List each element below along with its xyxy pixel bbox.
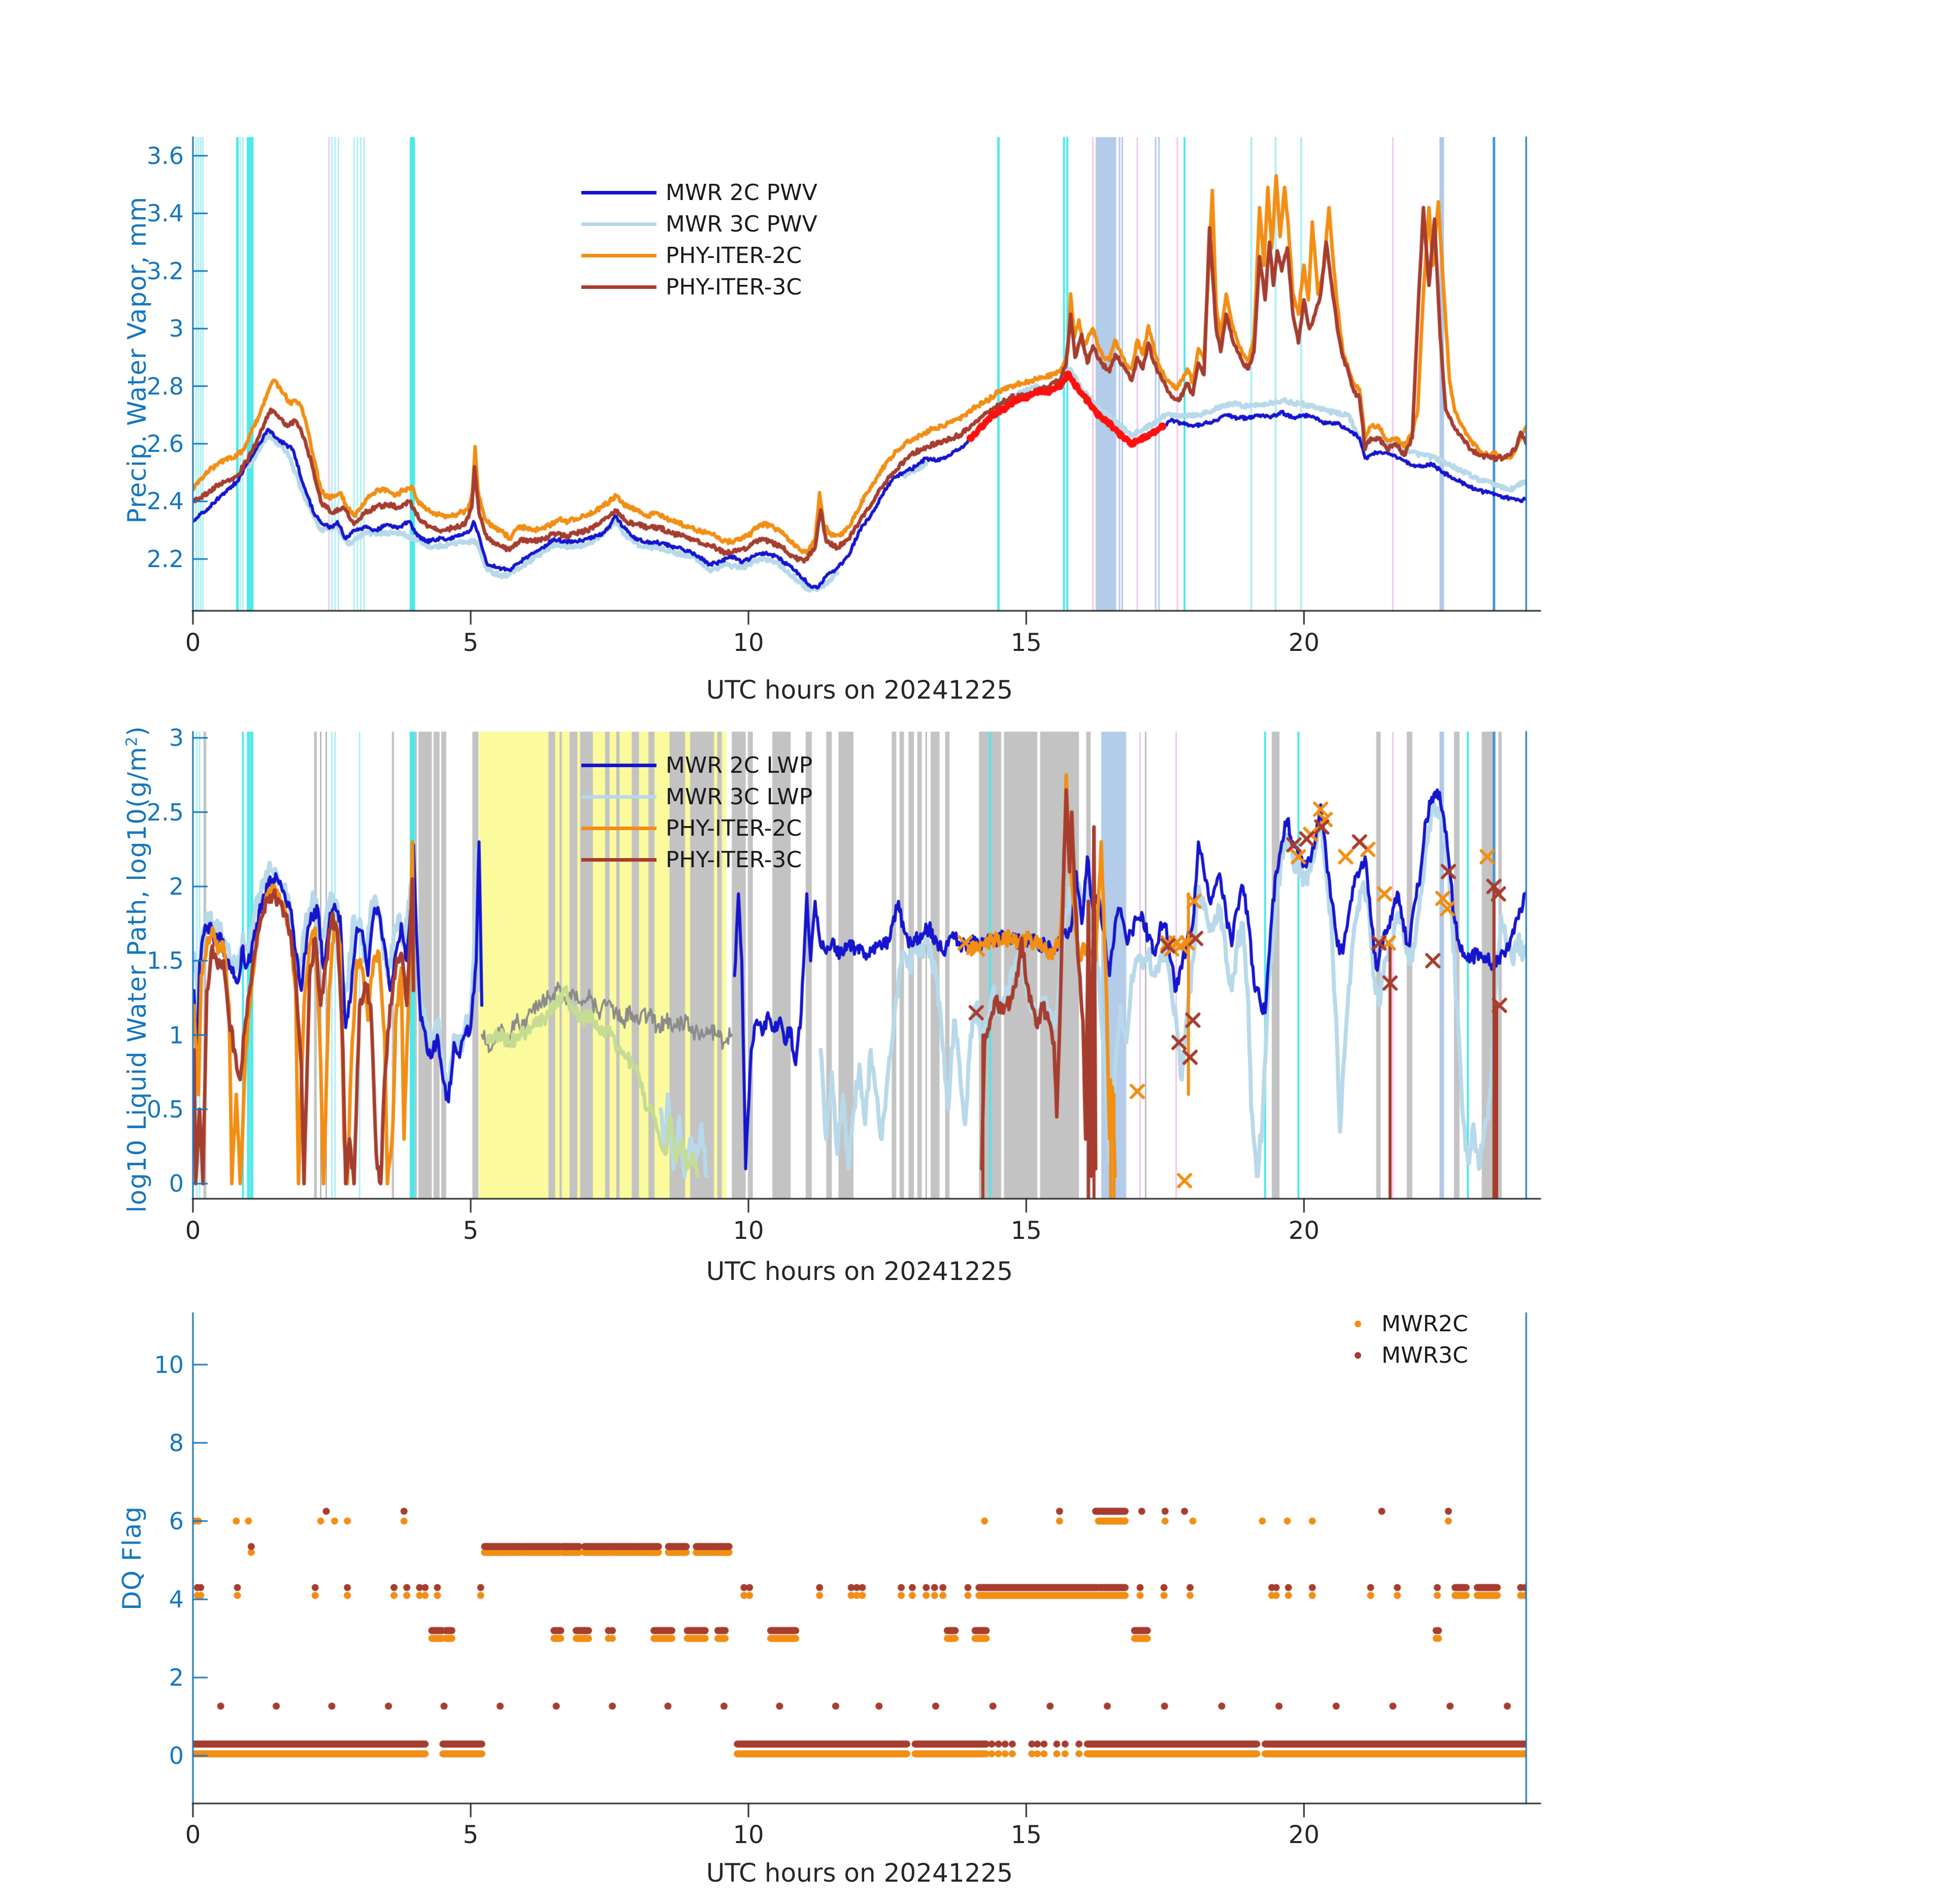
lwp-x-axis-label: UTC hours on 20241225 [706, 1257, 1013, 1286]
pwv-y-tick-label: 2.6 [146, 430, 184, 458]
dq-y-tick-label: 2 [169, 1663, 184, 1691]
lwp-legend-entry [581, 844, 812, 875]
pwv-y-tick-label: 3.2 [146, 257, 184, 285]
lwp-legend-label: PHY-ITER-3C [666, 846, 802, 873]
pwv-y-axis-label: Precip. Water Vapor, mm [122, 196, 152, 524]
phy-iter-2c-lwp-line-swatch [581, 827, 656, 830]
pwv-legend-entry [581, 177, 817, 208]
pwv-y-tick-label: 2.4 [146, 487, 184, 515]
pwv-y-tick-label: 3.6 [146, 142, 184, 170]
dq-legend-entry [1351, 1308, 1468, 1339]
pwv-y-tick-label: 3.4 [146, 200, 184, 227]
lwp-y-tick-label: 3 [169, 724, 184, 752]
lwp-legend-entry [581, 749, 812, 781]
pwv-legend [581, 177, 817, 303]
dq-y-tick-label: 6 [169, 1507, 184, 1535]
dq-x-tick-label: 15 [1010, 1821, 1042, 1849]
pwv-x-tick-label: 5 [463, 629, 479, 657]
pwv-x-tick-label: 0 [185, 629, 201, 657]
pwv-legend-label: MWR 2C PWV [666, 179, 817, 206]
lwp-y-axis-label-pre: log10 Liquid Water Path, log10(g/m [122, 746, 152, 1213]
dq-x-axis-label: UTC hours on 20241225 [706, 1858, 1013, 1888]
pwv-legend-entry [581, 208, 817, 240]
mwr-2c-pwv-line-swatch [581, 191, 656, 194]
dq-legend [1351, 1308, 1468, 1371]
lwp-y-tick-label: 1 [169, 1021, 184, 1049]
mwr3c-dot-swatch [1355, 1352, 1361, 1359]
lwp-x-tick-label: 20 [1288, 1217, 1320, 1245]
lwp-x-tick-label: 5 [463, 1217, 479, 1245]
pwv-x-tick-label: 15 [1010, 629, 1042, 657]
dq-legend-label: MWR3C [1381, 1342, 1468, 1368]
dq-x-tick-label: 5 [463, 1821, 479, 1849]
phy-iter-3c-line-swatch [581, 285, 656, 289]
lwp-y-axis-label-post: ) [122, 726, 152, 737]
dq-y-tick-label: 8 [169, 1429, 184, 1457]
dq-x-tick-label: 0 [185, 1821, 201, 1849]
lwp-y-tick-label: 2.5 [146, 798, 184, 826]
dq-y-tick-label: 4 [169, 1585, 184, 1613]
dq-y-tick-label: 0 [169, 1742, 184, 1770]
pwv-x-tick-label: 20 [1288, 629, 1320, 657]
lwp-y-tick-label: 2 [169, 872, 184, 900]
lwp-x-tick-label: 0 [185, 1217, 201, 1245]
lwp-y-axis-label-sup: 2 [123, 736, 141, 747]
pwv-y-tick-label: 2.8 [146, 372, 184, 400]
mwr-3c-pwv-line-swatch [581, 222, 656, 226]
pwv-x-axis-label: UTC hours on 20241225 [706, 675, 1013, 705]
lwp-y-tick-label: 1.5 [146, 947, 184, 975]
phy-iter-2c-line-swatch [581, 254, 656, 257]
pwv-legend-label: PHY-ITER-2C [666, 242, 802, 269]
dq-x-tick-label: 20 [1288, 1821, 1320, 1849]
pwv-legend-label: MWR 3C PWV [666, 211, 817, 237]
dq-y-tick-label: 10 [154, 1351, 184, 1378]
lwp-legend-label: PHY-ITER-2C [666, 815, 802, 841]
pwv-legend-entry [581, 240, 817, 271]
lwp-legend-entry [581, 812, 812, 844]
lwp-legend [581, 749, 812, 875]
mwr2c-dot-swatch [1355, 1321, 1361, 1327]
lwp-y-tick-label: 0.5 [146, 1095, 184, 1123]
lwp-legend-label: MWR 2C LWP [666, 752, 813, 778]
mwr-3c-lwp-line-swatch [581, 795, 656, 799]
dq-y-axis-label: DQ Flag [117, 1506, 147, 1611]
lwp-legend-entry [581, 781, 812, 812]
pwv-legend-label: PHY-ITER-3C [666, 274, 802, 300]
dq-legend-label: MWR2C [1381, 1310, 1468, 1337]
lwp-legend-label: MWR 3C LWP [666, 783, 813, 810]
phy-iter-3c-lwp-line-swatch [581, 858, 656, 862]
pwv-legend-entry [581, 271, 817, 303]
pwv-y-tick-label: 2.2 [146, 545, 184, 573]
lwp-x-tick-label: 15 [1010, 1217, 1042, 1245]
lwp-x-tick-label: 10 [733, 1217, 764, 1245]
dq-x-tick-label: 10 [733, 1821, 764, 1849]
lwp-y-tick-label: 0 [169, 1170, 184, 1198]
pwv-y-tick-label: 3 [169, 315, 184, 343]
pwv-x-tick-label: 10 [733, 629, 764, 657]
mwr-2c-lwp-line-swatch [581, 764, 656, 767]
dq-legend-entry [1351, 1339, 1468, 1371]
